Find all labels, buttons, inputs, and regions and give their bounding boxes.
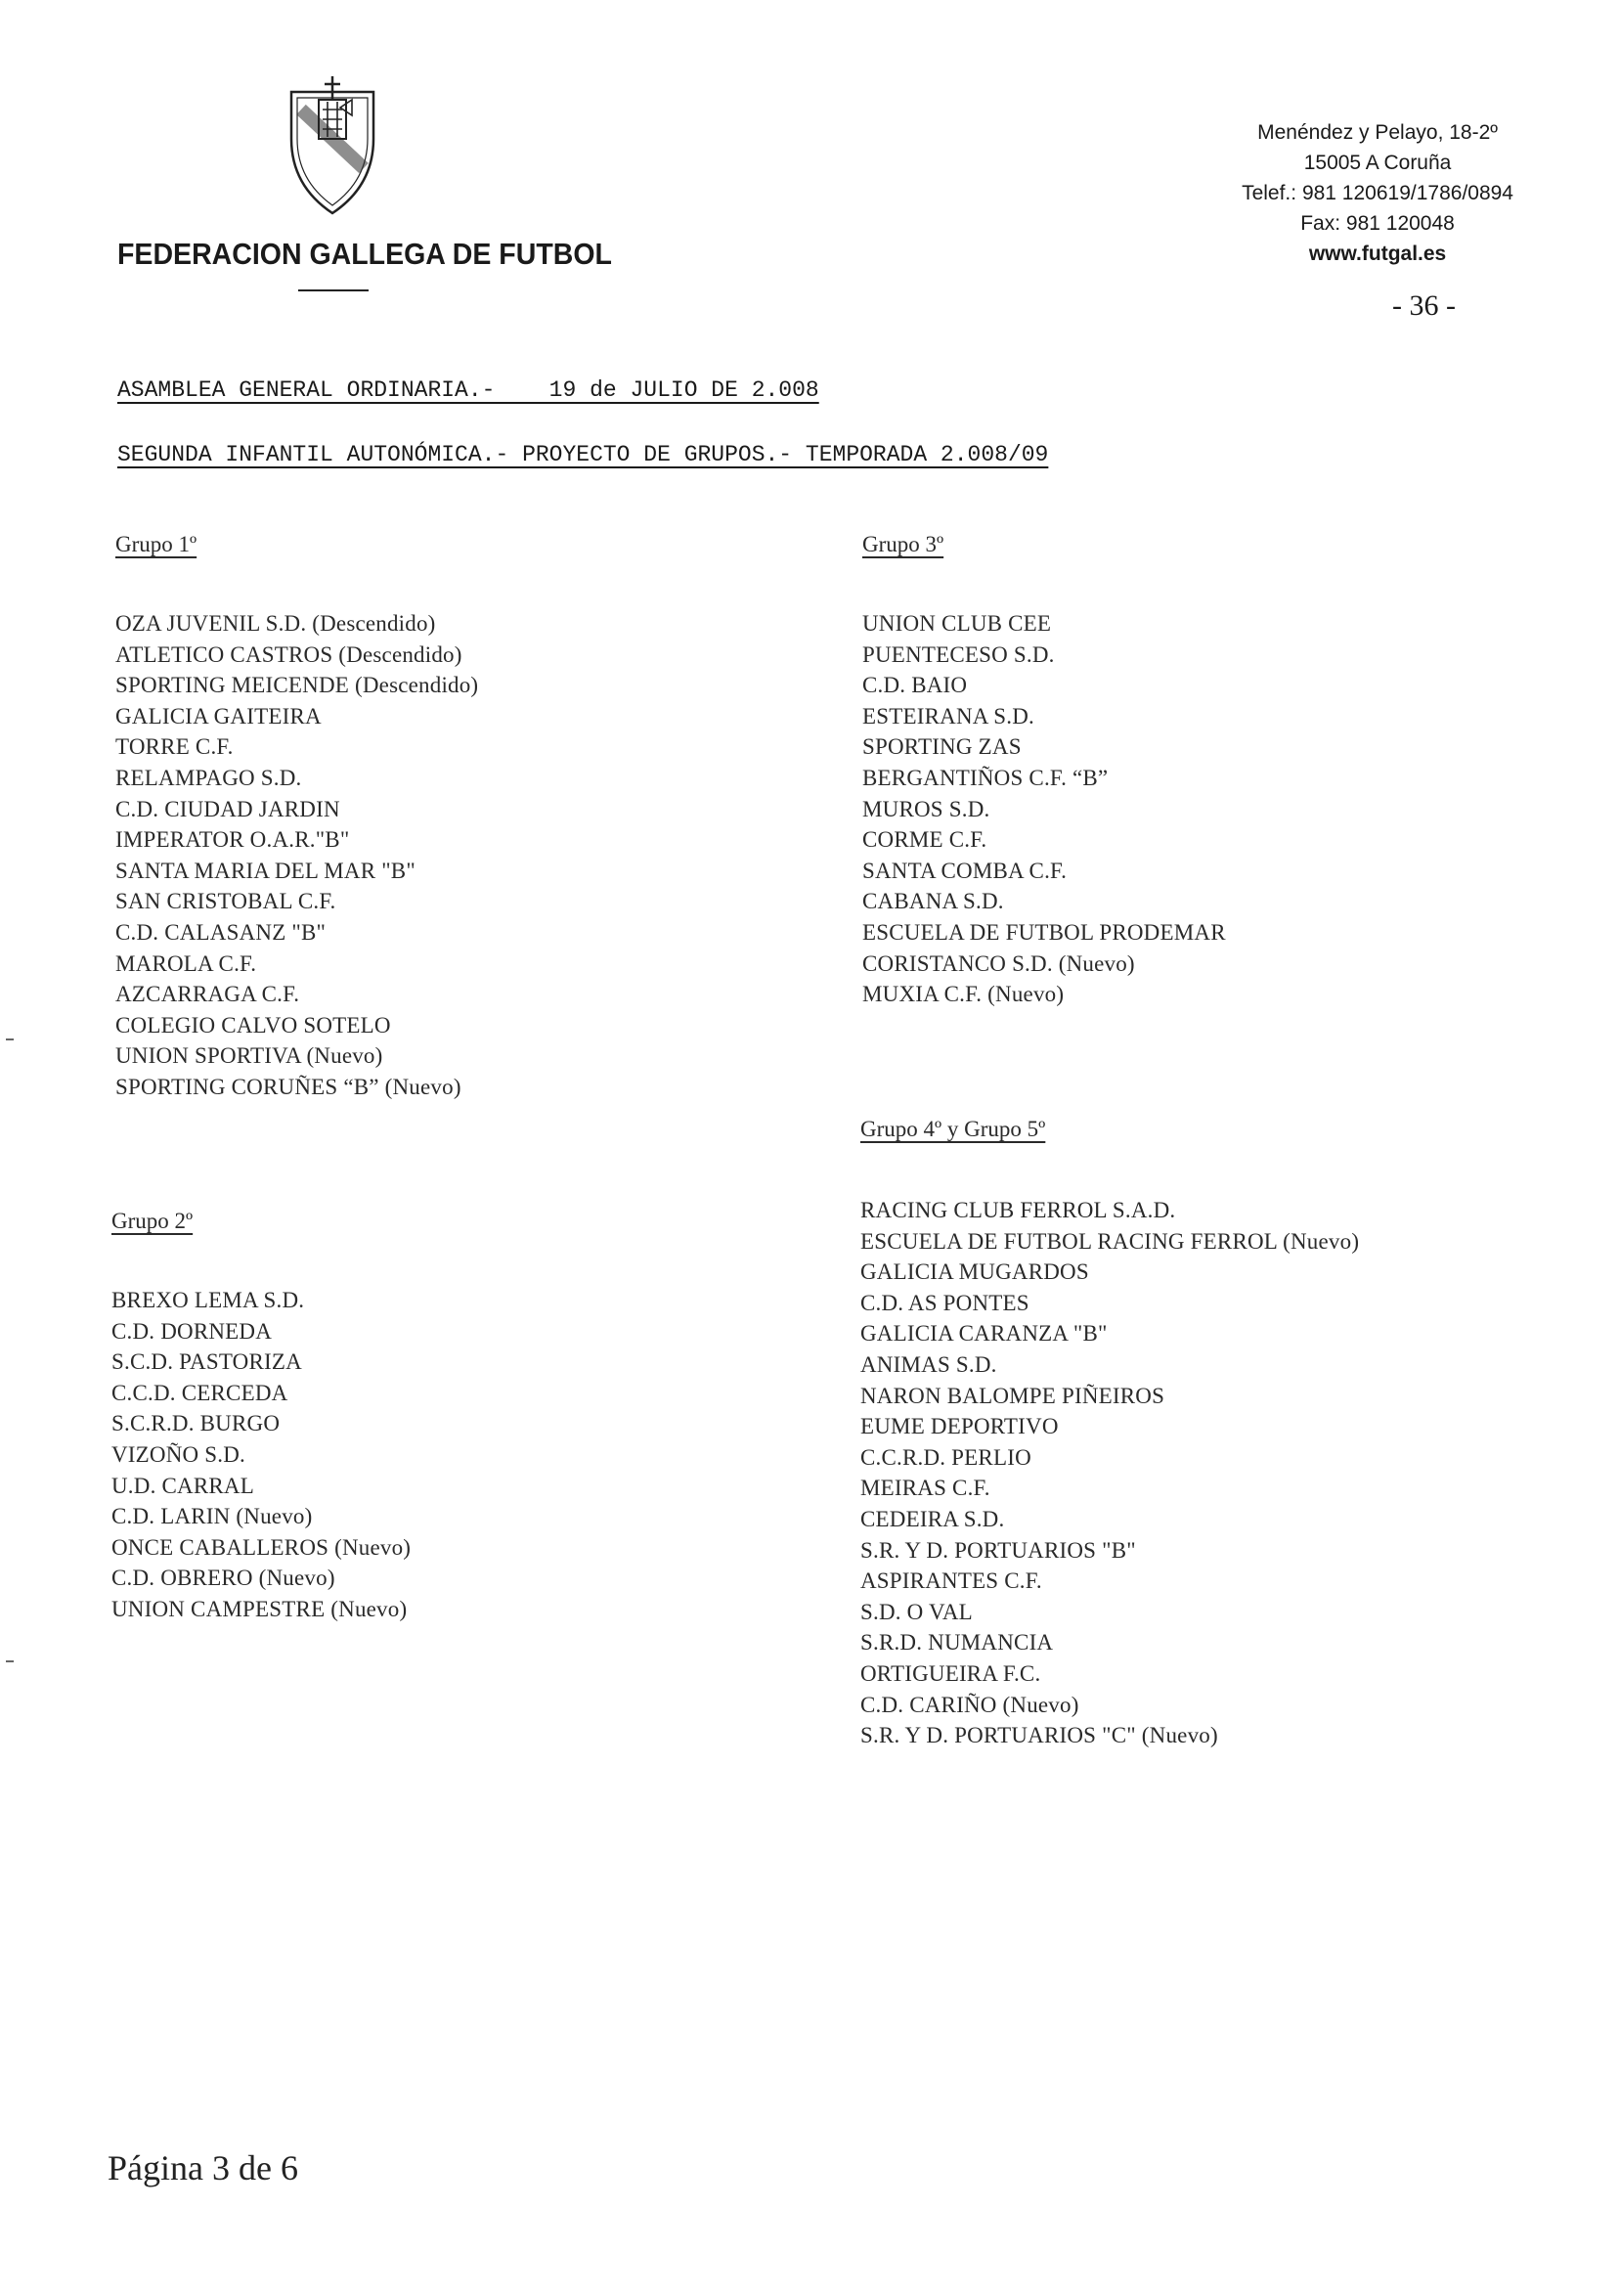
scan-margin-mark (6, 1038, 14, 1040)
team-list-item: SAN CRISTOBAL C.F. (115, 889, 336, 914)
team-list-item: IMPERATOR O.A.R."B" (115, 827, 350, 853)
group-4-5-team-list (860, 1195, 1359, 1751)
team-list-item: ESTEIRANA S.D. (862, 703, 1034, 729)
team-list-item: CEDEIRA S.D. (860, 1506, 1005, 1531)
team-list-item: VIZOÑO S.D. (111, 1441, 245, 1467)
team-list-item: CABANA S.D. (862, 889, 1004, 914)
website-link[interactable]: www.futgal.es (1308, 243, 1447, 265)
competition-title: SEGUNDA INFANTIL AUTONÓMICA.- PROYECTO DE GRUPOS.- TEMPORADA 2.008/09 (117, 442, 1049, 467)
federation-name-underline (298, 289, 369, 291)
team-list-item: RELAMPAGO S.D. (115, 765, 302, 790)
group-4-5-heading: Grupo 4º y Grupo 5º (860, 1117, 1046, 1141)
team-list-item: C.D. LARIN (Nuevo) (111, 1504, 313, 1529)
federation-name: FEDERACION GALLEGA DE FUTBOL (117, 237, 612, 271)
group-1-heading: Grupo 1º (115, 532, 197, 556)
team-list-item: C.D. AS PONTES (860, 1290, 1029, 1315)
team-list-item: EUME DEPORTIVO (860, 1414, 1059, 1439)
team-list-item: C.C.D. CERCEDA (111, 1380, 288, 1405)
team-list-item: S.R.D. NUMANCIA (860, 1630, 1054, 1656)
team-list-item: ESCUELA DE FUTBOL PRODEMAR (862, 919, 1226, 945)
team-list-item: MUROS S.D. (862, 796, 990, 821)
phone-numbers: Telef.: 981 120619/1786/0894 (1242, 182, 1513, 204)
fax-number: Fax: 981 120048 (1300, 212, 1455, 235)
group-3-heading: Grupo 3º (862, 532, 944, 556)
team-list-item: S.C.D. PASTORIZA (111, 1349, 302, 1375)
group-2-team-list (111, 1285, 411, 1625)
team-list-item: COLEGIO CALVO SOTELO (115, 1012, 391, 1038)
team-list-item: UNION CAMPESTRE (Nuevo) (111, 1596, 408, 1621)
team-list-item: C.C.R.D. PERLIO (860, 1444, 1031, 1470)
team-list-item: BREXO LEMA S.D. (111, 1288, 305, 1312)
team-list-item: CORISTANCO S.D. (Nuevo) (862, 950, 1135, 976)
team-list-item: NARON BALOMPE PIÑEIROS (860, 1383, 1165, 1408)
team-list-item: GALICIA GAITEIRA (115, 703, 322, 729)
team-list-item: MEIRAS C.F. (860, 1476, 990, 1501)
team-list-item: MUXIA C.F. (Nuevo) (862, 982, 1065, 1007)
team-list-item: S.R. Y D. PORTUARIOS "B" (860, 1537, 1136, 1563)
team-list-item: MAROLA C.F. (115, 950, 257, 976)
team-list-item: TORRE C.F. (115, 734, 234, 760)
group-2-heading: Grupo 2º (111, 1209, 194, 1233)
team-list-item: BERGANTIÑOS C.F. “B” (862, 765, 1109, 790)
team-list-item: ORTIGUEIRA F.C. (860, 1660, 1041, 1686)
team-list-item: AZCARRAGA C.F. (115, 982, 300, 1007)
team-list-item: UNION SPORTIVA (Nuevo) (115, 1043, 383, 1069)
team-list-item: SANTA MARIA DEL MAR "B" (115, 858, 416, 883)
team-list-item: UNION CLUB CEE (862, 611, 1052, 636)
team-list-item: ANIMAS S.D. (860, 1351, 997, 1377)
group-1-section (115, 532, 478, 1103)
team-list-item: GALICIA CARANZA "B" (860, 1321, 1108, 1347)
federation-crest-logo (284, 70, 381, 217)
team-list-item: C.D. CIUDAD JARDIN (115, 796, 340, 821)
team-list-item: ONCE CABALLEROS (Nuevo) (111, 1534, 412, 1560)
group-4-5-section (860, 1117, 1359, 1751)
address-block (1242, 117, 1513, 269)
page-marker: - 36 - (1392, 289, 1456, 322)
team-list-item: C.D. BAIO (862, 673, 968, 698)
team-list-item: CORME C.F. (862, 827, 987, 853)
team-list-item: S.D. O VAL (860, 1599, 973, 1624)
address-street: Menéndez y Pelayo, 18-2º (1257, 121, 1498, 144)
group-1-team-list (115, 608, 478, 1103)
group-3-section (862, 532, 1226, 1010)
team-list-item: RACING CLUB FERROL S.A.D. (860, 1198, 1176, 1222)
scan-margin-mark (6, 1660, 14, 1662)
team-list-item: C.D. CARIÑO (Nuevo) (860, 1692, 1079, 1717)
assembly-title: ASAMBLEA GENERAL ORDINARIA.- 19 de JULIO DE 2.008 (117, 377, 819, 403)
team-list-item: ASPIRANTES C.F. (860, 1568, 1042, 1594)
team-list-item: SPORTING MEICENDE (Descendido) (115, 673, 479, 698)
team-list-item: C.D. OBRERO (Nuevo) (111, 1566, 335, 1591)
team-list-item: SPORTING ZAS (862, 734, 1022, 760)
team-list-item: S.C.R.D. BURGO (111, 1411, 281, 1436)
group-2-section (111, 1209, 411, 1625)
team-list-item: GALICIA MUGARDOS (860, 1259, 1089, 1285)
team-list-item: SPORTING CORUÑES “B” (Nuevo) (115, 1074, 461, 1099)
team-list-item: SANTA COMBA C.F. (862, 858, 1068, 883)
team-list-item: ATLETICO CASTROS (Descendido) (115, 641, 462, 667)
team-list-item: OZA JUVENIL S.D. (Descendido) (115, 611, 436, 636)
team-list-item: PUENTECESO S.D. (862, 641, 1055, 667)
page-footer: Página 3 de 6 (108, 2148, 298, 2187)
team-list-item: C.D. CALASANZ "B" (115, 919, 327, 945)
team-list-item: U.D. CARRAL (111, 1473, 254, 1498)
group-3-team-list (862, 608, 1226, 1010)
address-city: 15005 A Coruña (1303, 152, 1452, 174)
team-list-item: C.D. DORNEDA (111, 1318, 273, 1344)
team-list-item: S.R. Y D. PORTUARIOS "C" (Nuevo) (860, 1723, 1218, 1748)
team-list-item: ESCUELA DE FUTBOL RACING FERROL (Nuevo) (860, 1228, 1360, 1254)
